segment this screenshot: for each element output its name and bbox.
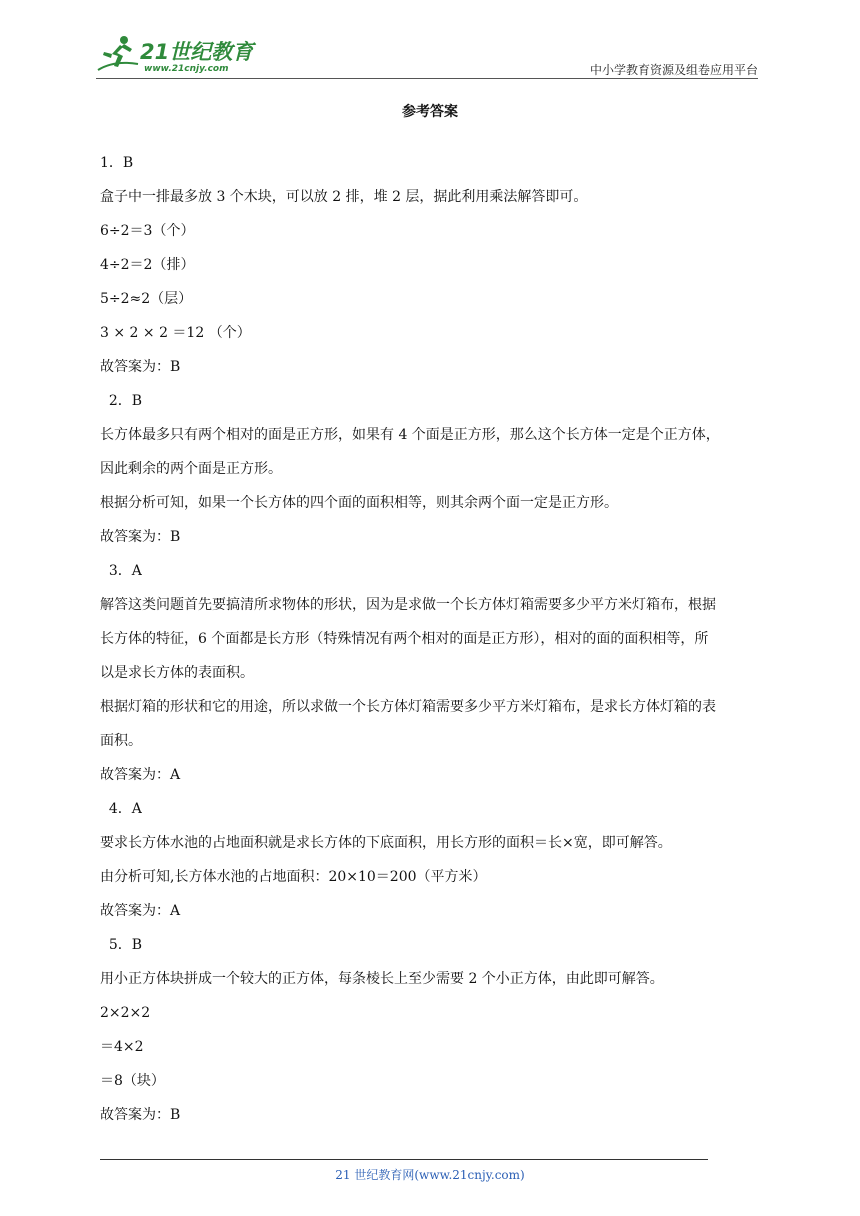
- answer-line: 解答这类问题首先要搞清所求物体的形状，因为是求做一个长方体灯箱需要多少平方米灯箱布，根据: [100, 597, 716, 613]
- answer-line: 5÷2≈2（层）: [100, 291, 193, 307]
- footer-divider: [100, 1159, 708, 1160]
- answer-line: 用小正方体块拼成一个较大的正方体，每条棱长上至少需要 2 个小正方体，由此即可解答。: [100, 971, 664, 987]
- footer-text: 21 世纪教育网(www.21cnjy.com): [335, 1168, 525, 1182]
- answer-content: [100, 146, 762, 1132]
- answer-line: 故答案为：A: [100, 903, 181, 919]
- answer-line: 长方体最多只有两个相对的面是正方形，如果有 4 个面是正方形，那么这个长方体一定是个正方体，: [100, 427, 720, 443]
- answer-line: 故答案为：B: [100, 529, 181, 545]
- header-divider: [96, 78, 758, 79]
- header-platform-text: 中小学教育资源及组卷应用平台: [589, 63, 758, 77]
- answer-line: 3 × 2 × 2 ＝12 （个）: [100, 325, 251, 341]
- logo: [96, 30, 266, 78]
- logo-url-text: www.21cnjy.com: [144, 64, 229, 74]
- answer-line: ＝4×2: [100, 1039, 144, 1055]
- answer-line: 故答案为：A: [100, 767, 181, 783]
- answer-line: 根据灯箱的形状和它的用途，所以求做一个长方体灯箱需要多少平方米灯箱布，是求长方体灯箱的表: [100, 699, 716, 715]
- answer-line: 1．B: [100, 155, 134, 171]
- answer-line: 2．B: [100, 393, 143, 409]
- page-title: 参考答案: [402, 104, 458, 120]
- logo-brand-text: 21世纪教育: [140, 40, 254, 64]
- page-header: [96, 30, 758, 78]
- answer-line: 4．A: [100, 801, 142, 817]
- answer-line: 以是求长方体的表面积。: [100, 665, 254, 681]
- runner-logo-icon: [96, 34, 140, 74]
- answer-line: 因此剩余的两个面是正方形。: [100, 461, 282, 477]
- answer-line: 3．A: [100, 563, 142, 579]
- answer-line: 6÷2＝3（个）: [100, 223, 195, 239]
- answer-line: 盒子中一排最多放 3 个木块，可以放 2 排，堆 2 层，据此利用乘法解答即可。: [100, 189, 588, 205]
- answer-line: 要求长方体水池的占地面积就是求长方体的下底面积，用长方形的面积＝长×宽，即可解答。: [100, 835, 672, 851]
- answer-line: 长方体的特征，6 个面都是长方形（特殊情况有两个相对的面是正方形），相对的面的面积相等，所: [100, 631, 709, 647]
- answer-line: 5．B: [100, 937, 143, 953]
- answer-line: 由分析可知,长方体水池的占地面积：20×10＝200（平方米）: [100, 869, 487, 885]
- answer-line: 故答案为：B: [100, 1107, 181, 1123]
- answer-line: 面积。: [100, 733, 142, 749]
- answer-line: ＝8（块）: [100, 1073, 165, 1089]
- answer-line: 2×2×2: [100, 1005, 151, 1021]
- answer-line: 故答案为：B: [100, 359, 181, 375]
- answer-line: 根据分析可知，如果一个长方体的四个面的面积相等，则其余两个面一定是正方形。: [100, 495, 618, 511]
- answer-line: 4÷2＝2（排）: [100, 257, 195, 273]
